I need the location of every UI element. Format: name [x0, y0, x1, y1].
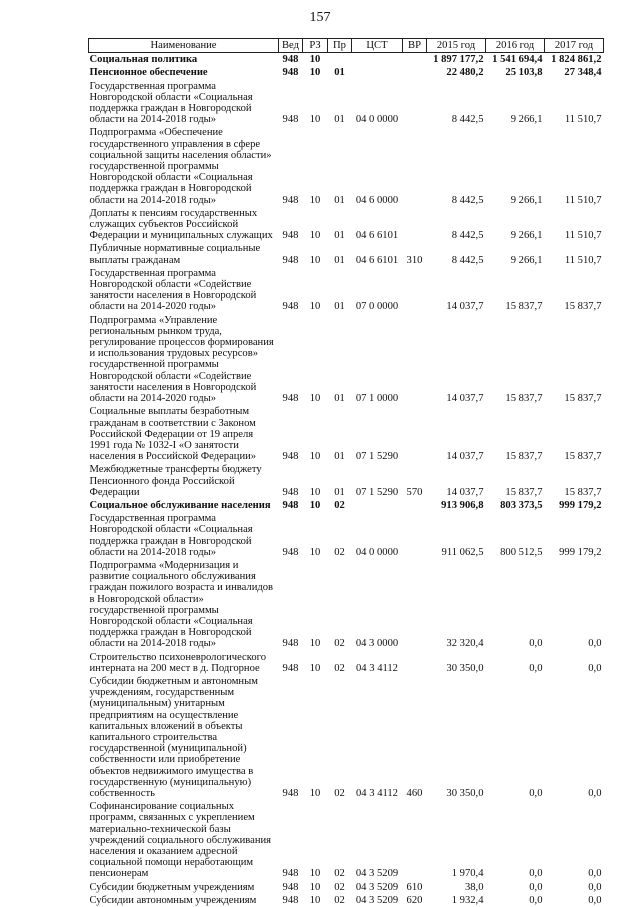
row-cst: 07 1 5290	[355, 451, 399, 463]
row-amount-2015: 14 037,7	[446, 451, 484, 463]
row-pr: 01	[334, 301, 345, 313]
row-amount-2017: 0,0	[588, 868, 602, 880]
row-rz: 10	[309, 301, 321, 313]
row-amount-2015: 8 442,5	[451, 194, 484, 206]
row-name: Государственная программа Новгородской области «Социальная поддержка граждан в Новгородской области на 2014-2018 годы»	[89, 80, 253, 126]
row-amount-2017: 15 837,7	[564, 486, 602, 498]
row-vr	[403, 267, 427, 314]
row-rz: 10	[309, 194, 321, 206]
row-cst: 04 6 0000	[355, 194, 399, 206]
row-cst: 04 0 0000	[355, 546, 399, 558]
row-rz: 10	[309, 881, 321, 893]
row-amount-2016: 0,0	[529, 788, 543, 799]
row-amount-2017: 0,0	[588, 788, 602, 799]
row-amount-2017: 11 510,7	[564, 230, 602, 242]
row-amount-2015: 22 480,2	[446, 67, 484, 79]
row-vr	[403, 651, 427, 675]
table-row	[89, 894, 604, 907]
row-pr: 02	[334, 662, 345, 674]
row-rz: 10	[309, 67, 321, 79]
row-cst	[352, 499, 403, 512]
table-row	[89, 207, 604, 243]
row-rz: 10	[309, 54, 321, 66]
row-vr	[403, 800, 427, 880]
row-cst: 04 0 0000	[355, 114, 399, 126]
row-amount-2015: 14 037,7	[446, 301, 484, 313]
row-name: Субсидии бюджетным учреждениям	[89, 881, 255, 893]
row-amount-2015: 14 037,7	[446, 486, 484, 498]
row-pr	[328, 53, 352, 67]
row-vr	[403, 405, 427, 463]
row-amount-2017: 0,0	[588, 894, 602, 906]
row-amount-2015: 30 350,0	[446, 788, 484, 799]
row-cst: 04 3 4112	[356, 662, 398, 674]
row-ved: 948	[282, 881, 299, 893]
row-ved: 948	[282, 638, 299, 650]
row-amount-2017: 11 510,7	[564, 194, 602, 206]
row-name: Подпрограмма «Обеспечение государственного управления в сфере социальной защиты населения области» государственной программы Новгородской области «Социальная поддержка граждан в Новгородской области на 2014-2018 годы»	[89, 127, 272, 206]
row-pr: 01	[334, 230, 345, 242]
row-amount-2017: 15 837,7	[564, 393, 602, 405]
table-row	[89, 242, 604, 266]
table-row	[89, 126, 604, 206]
row-amount-2016: 15 837,7	[505, 486, 543, 498]
row-pr: 02	[334, 638, 345, 650]
budget-table	[88, 38, 604, 907]
row-pr: 01	[334, 451, 345, 463]
row-amount-2015: 1 970,4	[451, 868, 484, 880]
table-row	[89, 405, 604, 463]
row-pr: 01	[334, 486, 345, 498]
row-amount-2016: 0,0	[529, 868, 543, 880]
row-name: Социальное обслуживание населения	[89, 499, 271, 511]
row-amount-2017: 15 837,7	[564, 301, 602, 313]
header-2015: 2015 год	[427, 39, 486, 53]
row-amount-2017: 0,0	[588, 881, 602, 893]
row-pr: 01	[334, 194, 345, 206]
row-rz: 10	[309, 114, 321, 126]
row-cst: 04 3 5209	[355, 894, 399, 906]
row-amount-2015: 14 037,7	[446, 393, 484, 405]
row-name: Софинансирование социальных программ, связанных с укреплением материально-технической базы учреждений социального обслуживания населения и оказанием адресной социальной помощи неработающим пенсионерам	[89, 801, 272, 880]
row-ved: 948	[282, 230, 299, 242]
row-cst: 04 3 0000	[355, 638, 399, 650]
row-amount-2016: 25 103,8	[505, 67, 543, 79]
row-vr	[403, 80, 427, 127]
header-2017: 2017 год	[545, 39, 604, 53]
row-amount-2016: 15 837,7	[505, 451, 543, 463]
row-rz: 10	[309, 254, 321, 266]
table-row	[89, 267, 604, 314]
row-amount-2017: 27 348,4	[564, 67, 602, 79]
table-row	[89, 559, 604, 651]
row-amount-2017: 999 179,2	[559, 499, 602, 511]
row-cst	[352, 66, 403, 79]
row-amount-2015: 8 442,5	[451, 254, 484, 266]
row-amount-2015: 911 062,5	[441, 546, 484, 558]
table-row	[89, 675, 604, 800]
table-row	[89, 651, 604, 675]
row-cst: 07 0 0000	[355, 301, 399, 313]
row-ved: 948	[282, 393, 299, 405]
row-amount-2015: 38,0	[464, 881, 484, 893]
row-rz: 10	[309, 486, 321, 498]
row-name: Подпрограмма «Модернизация и развитие социального обслуживания граждан пожилого возраста и инвалидов в Новгородской области» государственной программы Новгородской области «Социальная поддержка граждан в Новгородской области на 2014-2018 годы»	[89, 559, 274, 650]
row-name: Социальные выплаты безработным гражданам в соответствии с Законом Российской Федерации от 19 апреля 1991 года № 1032-I «О занятости населения в Российской Федерации»	[89, 406, 257, 463]
row-amount-2017: 11 510,7	[564, 114, 602, 126]
table-header	[89, 39, 604, 53]
row-ved: 948	[282, 301, 299, 313]
row-pr: 01	[334, 114, 345, 126]
row-rz: 10	[309, 894, 321, 906]
row-name: Доплаты к пенсиям государственных служащих субъектов Российской Федерации и муниципальных служащих	[89, 207, 273, 242]
table-row	[89, 80, 604, 127]
row-amount-2017: 1 824 861,2	[551, 54, 602, 66]
row-vr	[403, 53, 427, 67]
row-vr: 310	[406, 254, 423, 266]
row-vr	[403, 207, 427, 243]
row-rz: 10	[309, 451, 321, 463]
row-pr: 02	[334, 881, 345, 893]
row-amount-2015: 8 442,5	[451, 114, 484, 126]
header-2016: 2016 год	[486, 39, 545, 53]
row-pr: 02	[334, 499, 345, 511]
row-name: Строительство психоневрологического интерната на 200 мест в д. Подгорное	[89, 651, 267, 674]
row-cst: 04 3 5209	[355, 881, 399, 893]
row-amount-2015: 913 906,8	[441, 499, 484, 511]
header-ved: Вед	[279, 39, 303, 53]
row-pr: 01	[334, 393, 345, 405]
row-ved: 948	[282, 451, 299, 463]
row-rz: 10	[309, 499, 321, 511]
row-amount-2017: 0,0	[588, 662, 602, 674]
row-amount-2016: 0,0	[529, 881, 543, 893]
table-row	[89, 463, 604, 499]
table-row	[89, 512, 604, 559]
table-row	[89, 314, 604, 406]
row-vr: 610	[406, 881, 423, 893]
row-amount-2015: 32 320,4	[446, 638, 484, 650]
row-amount-2016: 0,0	[529, 638, 543, 650]
row-vr	[403, 66, 427, 79]
row-pr: 02	[334, 868, 345, 880]
row-vr	[403, 499, 427, 512]
row-vr	[403, 126, 427, 206]
row-pr: 02	[334, 788, 345, 799]
row-rz: 10	[309, 868, 321, 880]
row-pr: 02	[334, 546, 345, 558]
row-name: Государственная программа Новгородской области «Содействие занятости населения в Новгородской области на 2014-2020 годы»	[89, 267, 257, 313]
row-name: Межбюджетные трансферты бюджету Пенсионного фонда Российской Федерации	[89, 464, 262, 498]
row-amount-2016: 9 266,1	[510, 194, 543, 206]
row-cst: 04 3 4112	[356, 788, 398, 799]
row-rz: 10	[309, 393, 321, 405]
row-amount-2016: 0,0	[529, 662, 543, 674]
row-amount-2016: 0,0	[529, 894, 543, 906]
table-row	[89, 66, 604, 79]
row-name: Пенсионное обеспечение	[89, 67, 208, 79]
row-ved: 948	[282, 868, 299, 880]
table-row	[89, 881, 604, 894]
row-rz: 10	[309, 546, 321, 558]
header-cst: ЦСТ	[352, 39, 403, 53]
row-vr: 620	[406, 894, 423, 906]
row-vr	[403, 512, 427, 559]
header-name: Наименование	[89, 39, 279, 53]
row-amount-2016: 9 266,1	[510, 230, 543, 242]
row-vr	[403, 559, 427, 651]
row-vr: 570	[406, 486, 423, 498]
row-amount-2017: 15 837,7	[564, 451, 602, 463]
row-name: Государственная программа Новгородской области «Социальная поддержка граждан в Новгородской области на 2014-2018 годы»	[89, 513, 253, 558]
row-amount-2015: 30 350,0	[446, 662, 484, 674]
row-name: Социальная политика	[89, 54, 198, 66]
row-amount-2016: 803 373,5	[500, 499, 543, 511]
row-cst: 07 1 5290	[355, 486, 399, 498]
row-ved: 948	[282, 254, 299, 266]
row-amount-2016: 1 541 694,4	[492, 54, 543, 66]
row-ved: 948	[282, 114, 299, 126]
row-amount-2017: 11 510,7	[564, 254, 602, 266]
row-rz: 10	[309, 662, 321, 674]
header-row	[89, 39, 604, 53]
row-pr: 02	[334, 894, 345, 906]
table-row	[89, 499, 604, 512]
row-ved: 948	[282, 499, 299, 511]
row-ved: 948	[282, 54, 299, 66]
row-ved: 948	[282, 662, 299, 674]
row-amount-2017: 0,0	[588, 638, 602, 650]
row-pr: 01	[334, 254, 345, 266]
page-number: 157	[309, 10, 331, 25]
row-name: Субсидии бюджетным и автономным учреждениям, государственным (муниципальным) унитарным предприятиям на осуществление капитальных вложений в объекты капитального строительства государственной (муниципальной) собственности или приобретение объектов недвижимого имущества в государственную (муниципальную) собственность	[89, 675, 258, 799]
row-amount-2017: 999 179,2	[559, 546, 602, 558]
row-cst: 04 6 6101	[355, 230, 399, 242]
table-row	[89, 800, 604, 880]
row-name: Публичные нормативные социальные выплаты гражданам	[89, 243, 261, 266]
row-ved: 948	[282, 788, 299, 799]
header-vr: ВР	[403, 39, 427, 53]
row-name: Подпрограмма «Управление региональным рынком труда, регулирование процессов формирования и использования трудовых ресурсов» государственной программы Новгородской области «Содействие занятости населения в Новгородской области на 2014-2020 годы»	[89, 314, 274, 405]
row-ved: 948	[282, 546, 299, 558]
row-amount-2016: 9 266,1	[510, 114, 543, 126]
row-amount-2016: 800 512,5	[500, 546, 543, 558]
row-amount-2015: 1 932,4	[451, 894, 484, 906]
table-body	[89, 53, 604, 907]
row-cst: 07 1 0000	[355, 393, 399, 405]
row-ved: 948	[282, 486, 299, 498]
row-amount-2016: 15 837,7	[505, 301, 543, 313]
row-rz: 10	[309, 230, 321, 242]
row-cst	[352, 53, 403, 67]
table-row	[89, 53, 604, 67]
row-ved: 948	[282, 194, 299, 206]
header-rz: РЗ	[303, 39, 328, 53]
row-amount-2015: 1 897 177,2	[433, 54, 484, 66]
row-amount-2016: 9 266,1	[510, 254, 543, 266]
row-rz: 10	[309, 788, 321, 799]
row-name: Субсидии автономным учреждениям	[89, 894, 257, 906]
row-amount-2015: 8 442,5	[451, 230, 484, 242]
row-ved: 948	[282, 894, 299, 906]
row-vr	[403, 314, 427, 406]
row-cst: 04 6 6101	[355, 254, 399, 266]
row-vr: 460	[406, 788, 423, 799]
row-rz: 10	[309, 638, 321, 650]
row-ved: 948	[282, 67, 299, 79]
row-amount-2016: 15 837,7	[505, 393, 543, 405]
row-cst: 04 3 5209	[355, 868, 399, 880]
header-pr: Пр	[328, 39, 352, 53]
row-pr: 01	[334, 67, 345, 79]
